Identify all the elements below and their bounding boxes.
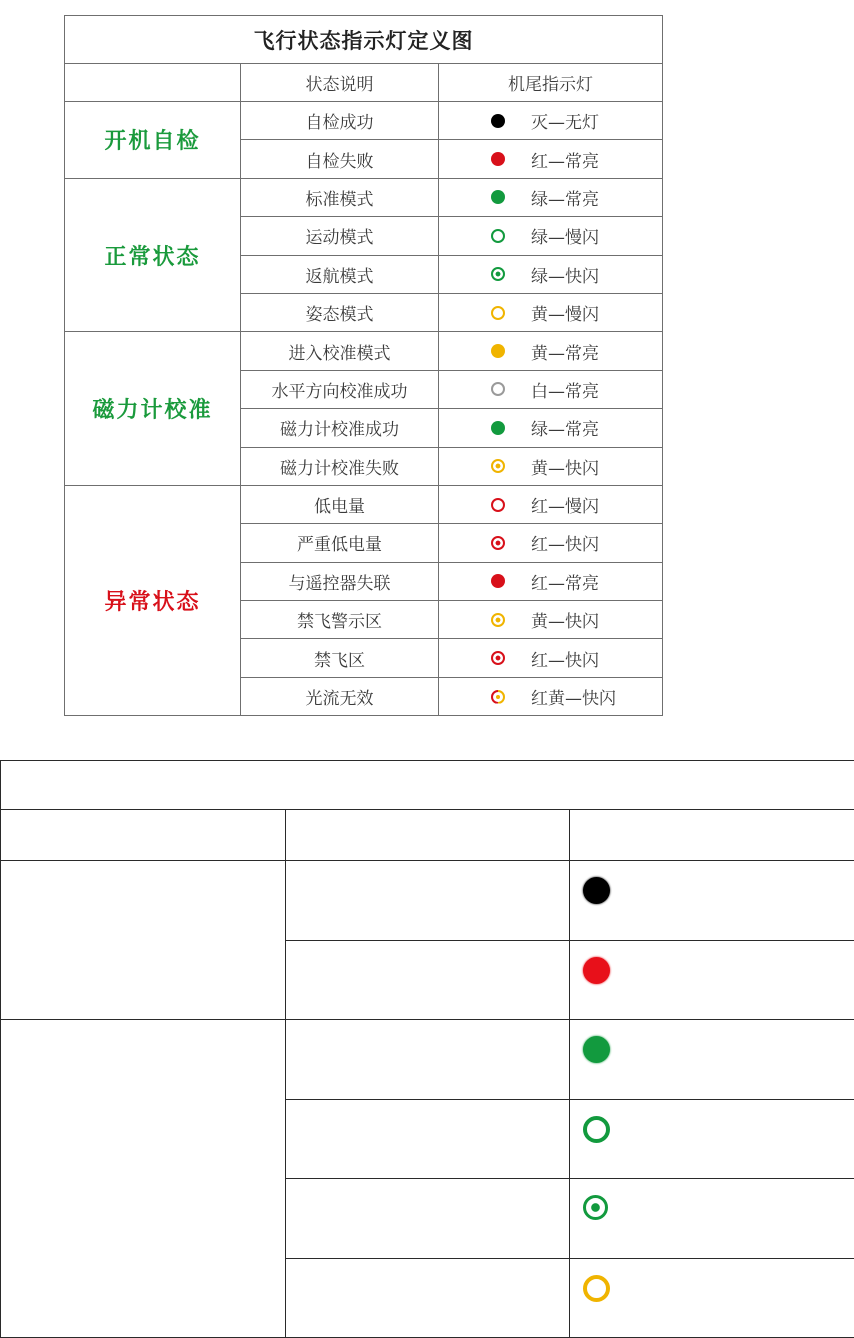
state-cell — [286, 940, 570, 1020]
solid-dot-icon — [491, 344, 505, 358]
indicator-cell — [570, 1020, 854, 1100]
state-cell: 光流无效 — [241, 677, 439, 715]
ring-dot-icon — [583, 1116, 610, 1143]
indicator-cell — [439, 562, 663, 600]
indicator-text: 黄—快闪 — [531, 458, 599, 479]
table-row — [65, 102, 663, 140]
category-label: 正常状态 — [65, 178, 241, 332]
state-cell: 禁飞警示区 — [241, 601, 439, 639]
indicator-cell — [439, 178, 663, 216]
state-cell: 与遥控器失联 — [241, 562, 439, 600]
table-row — [65, 332, 663, 370]
indicator-text: 绿—慢闪 — [531, 228, 599, 249]
indicator-cell — [439, 102, 663, 140]
target-dot-icon — [491, 459, 505, 473]
indicator-cell — [439, 447, 663, 485]
ring-dot-icon — [491, 498, 505, 512]
header-state: 状态说明 — [241, 64, 439, 102]
indicator-text: 灭—无灯 — [531, 113, 599, 134]
state-cell — [286, 1020, 570, 1100]
solid-dot-icon — [491, 190, 505, 204]
indicator-cell — [570, 940, 854, 1020]
indicator-text: 黄—常亮 — [531, 343, 599, 364]
state-cell: 进入校准模式 — [241, 332, 439, 370]
category-label: 开机自检 — [65, 102, 241, 179]
target-dot-icon — [491, 613, 505, 627]
state-cell: 水平方向校准成功 — [241, 370, 439, 408]
solid-dot-icon — [491, 574, 505, 588]
table-row — [1, 1020, 854, 1100]
solid-dot-icon — [491, 114, 505, 128]
target-dot-icon — [583, 1195, 608, 1220]
solid-dot-icon — [583, 1036, 610, 1063]
table-row — [1, 861, 854, 941]
indicator-text: 红—常亮 — [531, 573, 599, 594]
indicator-cell — [439, 601, 663, 639]
state-cell — [286, 1099, 570, 1179]
indicator-cell — [439, 140, 663, 178]
indicator-cell — [439, 524, 663, 562]
indicator-text: 红—快闪 — [531, 535, 599, 556]
state-cell: 磁力计校准失败 — [241, 447, 439, 485]
state-cell: 姿态模式 — [241, 293, 439, 331]
indicator-text: 绿—常亮 — [531, 420, 599, 441]
indicator-cell — [439, 370, 663, 408]
indicator-cell — [439, 217, 663, 255]
solid-dot-icon — [583, 957, 610, 984]
category-cell — [1, 1020, 286, 1338]
state-cell: 禁飞区 — [241, 639, 439, 677]
indicator-cell — [439, 677, 663, 715]
category-label: 异常状态 — [65, 485, 241, 715]
state-cell — [286, 861, 570, 941]
ring-dot-icon — [491, 306, 505, 320]
indicator-text: 绿—常亮 — [531, 189, 599, 210]
state-cell: 运动模式 — [241, 217, 439, 255]
state-cell: 返航模式 — [241, 255, 439, 293]
solid-dot-icon — [491, 152, 505, 166]
indicator-text: 红—慢闪 — [531, 497, 599, 518]
indicator-cell — [439, 639, 663, 677]
header-blank — [65, 64, 241, 102]
ring-dot-icon — [491, 382, 505, 396]
state-cell: 自检失败 — [241, 140, 439, 178]
transcription-header-state — [286, 810, 570, 861]
indicator-cell — [439, 255, 663, 293]
flight-status-indicator-table — [64, 15, 663, 716]
indicator-cell — [439, 293, 663, 331]
indicator-text: 红黄—快闪 — [531, 689, 616, 710]
transcription-header-indicator — [570, 810, 854, 861]
state-cell — [286, 1179, 570, 1259]
indicator-cell — [570, 861, 854, 941]
transcription-header-blank — [1, 810, 286, 861]
target-dot-icon — [491, 267, 505, 281]
category-label: 磁力计校准 — [65, 332, 241, 486]
indicator-text: 红—快闪 — [531, 650, 599, 671]
category-cell — [1, 861, 286, 1020]
indicator-cell — [570, 1258, 854, 1338]
table-title: 飞行状态指示灯定义图 — [65, 16, 663, 64]
split-target-dot-icon — [491, 690, 505, 704]
indicator-text: 红—常亮 — [531, 151, 599, 172]
table-row — [65, 178, 663, 216]
indicator-text: 绿—快闪 — [531, 266, 599, 287]
ring-dot-icon — [491, 229, 505, 243]
state-cell: 磁力计校准成功 — [241, 409, 439, 447]
indicator-text: 黄—慢闪 — [531, 305, 599, 326]
state-cell — [286, 1258, 570, 1338]
header-indicator: 机尾指示灯 — [439, 64, 663, 102]
state-cell: 低电量 — [241, 485, 439, 523]
state-cell: 自检成功 — [241, 102, 439, 140]
transcription-table — [0, 760, 854, 1338]
indicator-text: 黄—快闪 — [531, 612, 599, 633]
indicator-cell — [439, 409, 663, 447]
ring-dot-icon — [583, 1275, 610, 1302]
solid-dot-icon — [583, 877, 610, 904]
target-dot-icon — [491, 536, 505, 550]
indicator-text: 白—常亮 — [531, 381, 599, 402]
target-dot-icon — [491, 651, 505, 665]
indicator-cell — [570, 1099, 854, 1179]
transcription-title-cell — [1, 761, 854, 810]
indicator-cell — [439, 485, 663, 523]
indicator-cell — [439, 332, 663, 370]
state-cell: 标准模式 — [241, 178, 439, 216]
indicator-cell — [570, 1179, 854, 1259]
state-cell: 严重低电量 — [241, 524, 439, 562]
table-row — [65, 485, 663, 523]
solid-dot-icon — [491, 421, 505, 435]
